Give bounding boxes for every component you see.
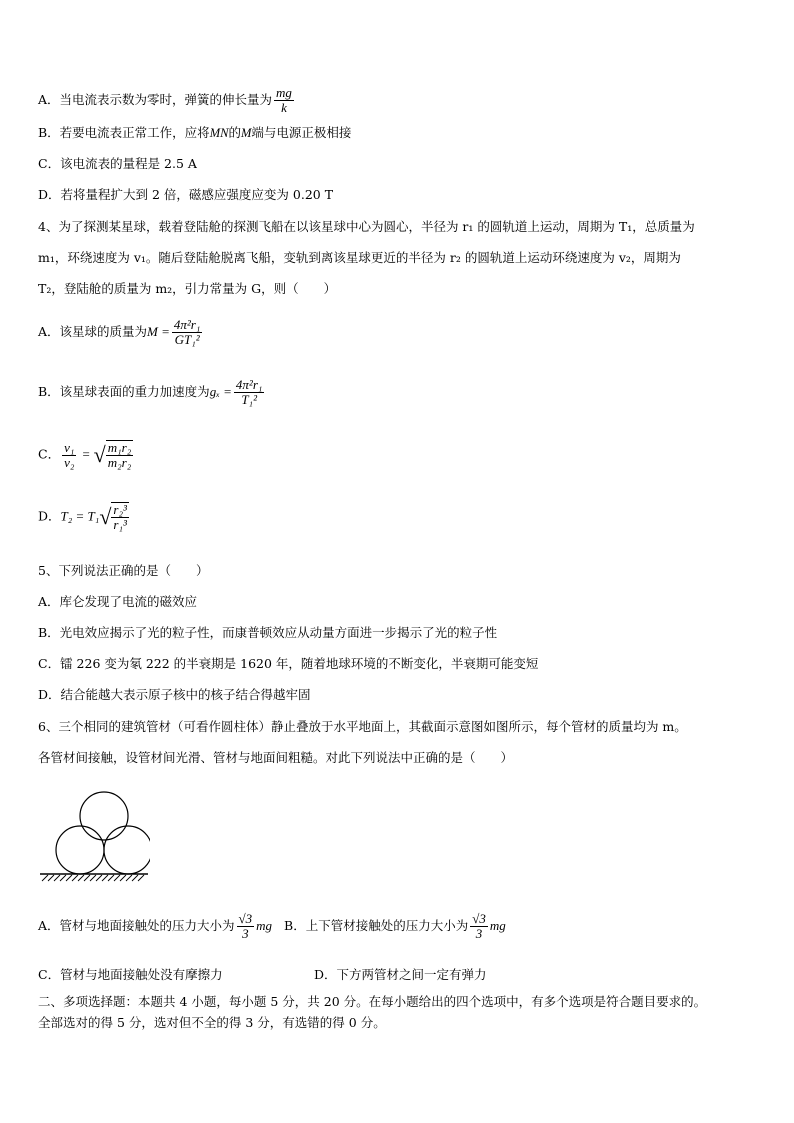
- fraction-denominator: m₂r₂: [107, 455, 132, 470]
- fraction: [234, 378, 265, 407]
- section2-line2: 全部选对的得 5 分，选对但不全的得 3 分，有选错的得 0 分。: [38, 1015, 386, 1030]
- q4-option-c: C． $\frac{\text{v₁}}{\text{v₂}}$ = √ $\frac{\text{m₁r₂}}{\text{m₂r₂}}$: [38, 439, 132, 470]
- option-text: B．若要电流表正常工作，应将: [38, 125, 210, 140]
- fraction-denominator: k: [281, 100, 287, 115]
- section2-line1: 二、多项选择题：本题共 4 小题，每小题 5 分，共 20 分。在每小题给出的四个选项中，有多个选项是符合题目要求的。: [38, 994, 707, 1009]
- q3-option-c: C．该电流表的量程是 2.5 A: [38, 156, 197, 171]
- fraction: [237, 912, 255, 941]
- fraction-denominator: v₂: [64, 454, 75, 470]
- formula-tail: mg: [489, 918, 506, 933]
- q6-stem-line2: 各管材间接触，设管材间光滑、管材与地面间粗糙。对此下列说法中正确的是（ ）: [38, 750, 514, 765]
- option-text: D．: [38, 508, 61, 524]
- q4-stem-line1: 4、为了探测某星球，载着登陆舱的探测飞船在以该星球中心为圆心，半径为 r₁ 的圆轨道上运动，周期为 T₁，总质量为: [38, 219, 695, 234]
- q3-option-d: D．若将量程扩大到 2 倍，磁感应强度应变为 0.20 T: [38, 187, 334, 202]
- fraction-numerator: √3: [238, 911, 253, 926]
- q5-option-d: D．结合能越大表示原子核中的核子结合得越牢固: [38, 687, 311, 702]
- option-text: A．管材与地面接触处的压力大小为: [38, 918, 235, 933]
- option-text: C．: [38, 446, 61, 462]
- formula-lhs: M =: [147, 324, 170, 339]
- symbol: MN: [209, 126, 229, 140]
- fraction-numerator: √3: [472, 911, 486, 926]
- q4-option-d: [38, 502, 129, 532]
- sqrt: √ $\frac{\text{m₁r₂}}{\text{m₂r₂}}$: [93, 440, 132, 470]
- option-text: B．该星球表面的重力加速度为: [38, 384, 210, 399]
- pipe-bottom-right-circle: [104, 826, 150, 874]
- pipe-bottom-left-circle: [56, 826, 104, 874]
- q3-option-a: [38, 86, 296, 115]
- q6-option-d: D．下方两管材之间一定有弹力: [314, 967, 487, 982]
- q6-option-c: C．管材与地面接触处没有摩擦力: [38, 967, 223, 982]
- formula-tail: mg: [256, 918, 273, 933]
- q5-stem: 5、下列说法正确的是（ ）: [38, 563, 209, 578]
- q4-stem-line2: m₁，环绕速度为 v₁。随后登陆舱脱离飞船，变轨到离该星球更近的半径为 r₂ 的圆轨道上运动环绕速度为 v₂，周期为: [38, 250, 681, 265]
- option-text: A．该星球的质量为: [38, 324, 148, 339]
- option-text: A．当电流表示数为零时，弹簧的伸长量为: [38, 92, 273, 107]
- fraction: [62, 441, 76, 470]
- sqrt: √ $\frac{\text{r₂³}}{\text{r₁³}}$: [99, 502, 127, 532]
- q5-option-a: A．库仑发现了电流的磁效应: [38, 594, 198, 609]
- q5-option-c: C．镭 226 变为氡 222 的半衰期是 1620 年，随着地球环境的不断变化，半衰期可能变短: [38, 656, 539, 671]
- formula-lhs: T₂ = T₁: [60, 508, 100, 524]
- fraction: [470, 912, 488, 941]
- fraction-numerator: r₂³: [113, 502, 127, 517]
- pipe-top-circle: [80, 792, 128, 840]
- fraction-numerator: m₁r₂: [107, 440, 132, 455]
- fraction-denominator: T₁²: [241, 392, 257, 407]
- option-text: 的: [228, 125, 241, 140]
- q6-stem-line1: 6、三个相同的建筑管材（可看作圆柱体）静止叠放于水平地面上，其截面示意图如图所示，每个管材的质量均为 m。: [38, 719, 687, 734]
- fraction-denominator: GT₁²: [174, 332, 200, 347]
- q6-option-ab: [38, 912, 506, 941]
- fraction-numerator: v₁: [64, 439, 75, 455]
- symbol: M: [240, 126, 252, 140]
- q4-option-b: [38, 378, 266, 407]
- q4-option-a: [38, 318, 204, 347]
- option-text: B．上下管材接触处的压力大小为: [284, 918, 469, 933]
- fraction-denominator: 3: [475, 926, 483, 941]
- q3-option-b: [38, 124, 351, 142]
- q5-option-b: B．光电效应揭示了光的粒子性，而康普顿效应从动量方面进一步揭示了光的粒子性: [38, 625, 498, 640]
- q4-stem-line3: T₂，登陆舱的质量为 m₂，引力常量为 G，则（ ）: [38, 281, 337, 296]
- pipes-figure: [38, 782, 150, 886]
- fraction-numerator: 4π²r₁: [235, 377, 263, 392]
- option-text: 端与电源正极相接: [251, 125, 352, 140]
- fraction-numerator: mg: [276, 85, 292, 100]
- fraction: [274, 86, 294, 115]
- fraction-denominator: r₁³: [113, 517, 127, 532]
- fraction: [172, 318, 203, 347]
- ground-hatch: [42, 875, 144, 881]
- fraction-numerator: 4π²r₁: [173, 317, 201, 332]
- fraction-denominator: 3: [242, 926, 249, 941]
- formula-lhs: gₓ =: [209, 384, 232, 399]
